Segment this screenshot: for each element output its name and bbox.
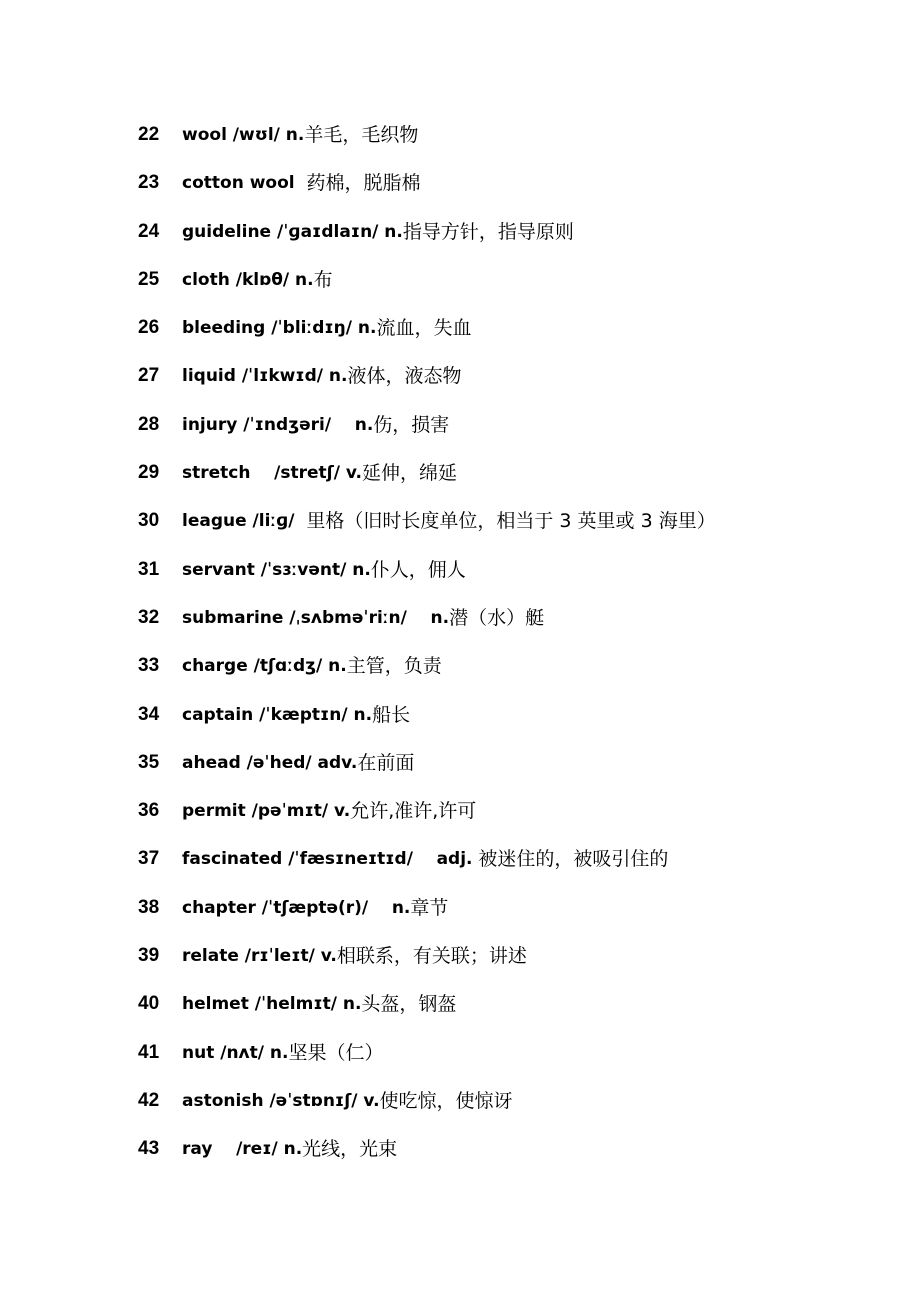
entry-word: permit /pəˈmɪt/ v. bbox=[182, 801, 351, 822]
entry-word: helmet /ˈhelmɪt/ n. bbox=[182, 994, 362, 1015]
entry-meaning: 坚果（仁） bbox=[288, 1041, 384, 1064]
entry-number: 25 bbox=[138, 268, 160, 290]
list-item bbox=[138, 746, 898, 794]
entry-meaning: 里格（旧时长度单位，相当于 3 英里或 3 海里） bbox=[306, 510, 716, 533]
list-item bbox=[138, 553, 898, 601]
entry-word: ahead /əˈhed/ adv. bbox=[182, 752, 358, 773]
entry-word: injury /ˈɪndʒəri/ n. bbox=[182, 414, 374, 435]
list-item bbox=[138, 118, 898, 166]
entry-number: 24 bbox=[138, 220, 160, 242]
entry-number: 22 bbox=[138, 124, 160, 145]
entry-word: wool /wʊl/ n. bbox=[182, 125, 305, 145]
entry-number: 23 bbox=[138, 172, 160, 194]
list-item bbox=[138, 939, 898, 987]
entry-word: servant /ˈsɜːvənt/ n. bbox=[182, 559, 371, 580]
entry-number: 30 bbox=[138, 510, 160, 532]
entry-meaning: 潜（水）艇 bbox=[449, 606, 545, 629]
list-item bbox=[138, 891, 898, 939]
list-item bbox=[138, 842, 898, 890]
list-item bbox=[138, 263, 898, 311]
entry-meaning: 仆人，佣人 bbox=[370, 558, 466, 581]
entry-number: 26 bbox=[138, 317, 160, 339]
entry-number: 29 bbox=[138, 462, 160, 484]
entry-word: guideline /ˈɡaɪdlaɪn/ n. bbox=[182, 221, 403, 242]
entry-meaning: 药棉，脱脂棉 bbox=[306, 172, 421, 195]
entry-number: 42 bbox=[138, 1089, 160, 1111]
list-item bbox=[138, 215, 898, 263]
entry-word: bleeding /ˈbliːdɪŋ/ n. bbox=[182, 318, 377, 339]
entry-word: astonish /əˈstɒnɪʃ/ v. bbox=[182, 1090, 380, 1111]
entry-word: relate /rɪˈleɪt/ v. bbox=[182, 946, 337, 967]
entry-number: 40 bbox=[138, 993, 160, 1015]
entry-number: 37 bbox=[138, 848, 160, 870]
entry-word: nut /nʌt/ n. bbox=[182, 1042, 289, 1063]
entry-number: 27 bbox=[138, 365, 160, 387]
list-item bbox=[138, 698, 898, 746]
vocabulary-list bbox=[138, 118, 898, 1181]
entry-number: 28 bbox=[138, 413, 160, 435]
entry-meaning: 相联系，有关联；讲述 bbox=[336, 945, 527, 968]
entry-word: stretch /stretʃ/ v. bbox=[182, 463, 362, 484]
entry-meaning: 光线，光束 bbox=[302, 1138, 398, 1161]
entry-number: 41 bbox=[138, 1041, 160, 1063]
list-item bbox=[138, 987, 898, 1035]
list-item bbox=[138, 359, 898, 407]
entry-word: liquid /ˈlɪkwɪd/ n. bbox=[182, 366, 348, 387]
entry-number: 31 bbox=[138, 558, 160, 580]
entry-meaning: 使吃惊，使惊讶 bbox=[379, 1089, 513, 1112]
entry-meaning: 允许,准许,许可 bbox=[350, 800, 477, 823]
list-item bbox=[138, 1132, 898, 1180]
entry-word: captain /ˈkæptɪn/ n. bbox=[182, 704, 373, 725]
entry-word: cotton wool bbox=[182, 173, 307, 194]
list-item bbox=[138, 166, 898, 214]
entry-meaning: 被迷住的，被吸引住的 bbox=[478, 848, 669, 871]
list-item bbox=[138, 311, 898, 359]
entry-number: 34 bbox=[138, 703, 160, 725]
entry-word: charge /tʃɑːdʒ/ n. bbox=[182, 656, 347, 677]
entry-meaning: 布 bbox=[313, 268, 333, 291]
entry-word: ray /reɪ/ n. bbox=[182, 1139, 303, 1160]
entry-word: submarine /ˌsʌbməˈriːn/ n. bbox=[182, 607, 450, 628]
list-item bbox=[138, 408, 898, 456]
entry-meaning: 在前面 bbox=[357, 751, 415, 774]
entry-number: 33 bbox=[138, 655, 160, 677]
list-item bbox=[138, 1036, 898, 1084]
list-item bbox=[138, 504, 898, 552]
entry-word: chapter /ˈtʃæptə(r)/ n. bbox=[182, 897, 411, 918]
entry-word: league /liːɡ/ bbox=[182, 511, 307, 532]
entry-meaning: 章节 bbox=[410, 896, 449, 919]
entry-meaning: 液体，液态物 bbox=[347, 365, 462, 388]
list-item bbox=[138, 601, 898, 649]
entry-number: 35 bbox=[138, 751, 160, 773]
list-item bbox=[138, 456, 898, 504]
entry-number: 36 bbox=[138, 800, 160, 822]
list-item bbox=[138, 794, 898, 842]
list-item bbox=[138, 1084, 898, 1132]
entry-number: 38 bbox=[138, 896, 160, 918]
entry-meaning: 羊毛，毛织物 bbox=[304, 124, 419, 146]
entry-meaning: 流血，失血 bbox=[376, 317, 472, 340]
list-item bbox=[138, 649, 898, 697]
entry-word: cloth /klɒθ/ n. bbox=[182, 269, 314, 290]
entry-word: fascinated /ˈfæsɪneɪtɪd/ adj. bbox=[182, 849, 479, 870]
entry-meaning: 指导方针，指导原则 bbox=[402, 220, 574, 243]
entry-meaning: 头盔，钢盔 bbox=[361, 993, 457, 1016]
entry-meaning: 伤，损害 bbox=[373, 413, 450, 436]
entry-meaning: 延伸，绵延 bbox=[361, 462, 457, 485]
entry-meaning: 船长 bbox=[372, 703, 411, 726]
entry-number: 39 bbox=[138, 945, 160, 967]
entry-meaning: 主管，负责 bbox=[346, 655, 442, 678]
entry-number: 43 bbox=[138, 1138, 160, 1160]
entry-number: 32 bbox=[138, 606, 160, 628]
